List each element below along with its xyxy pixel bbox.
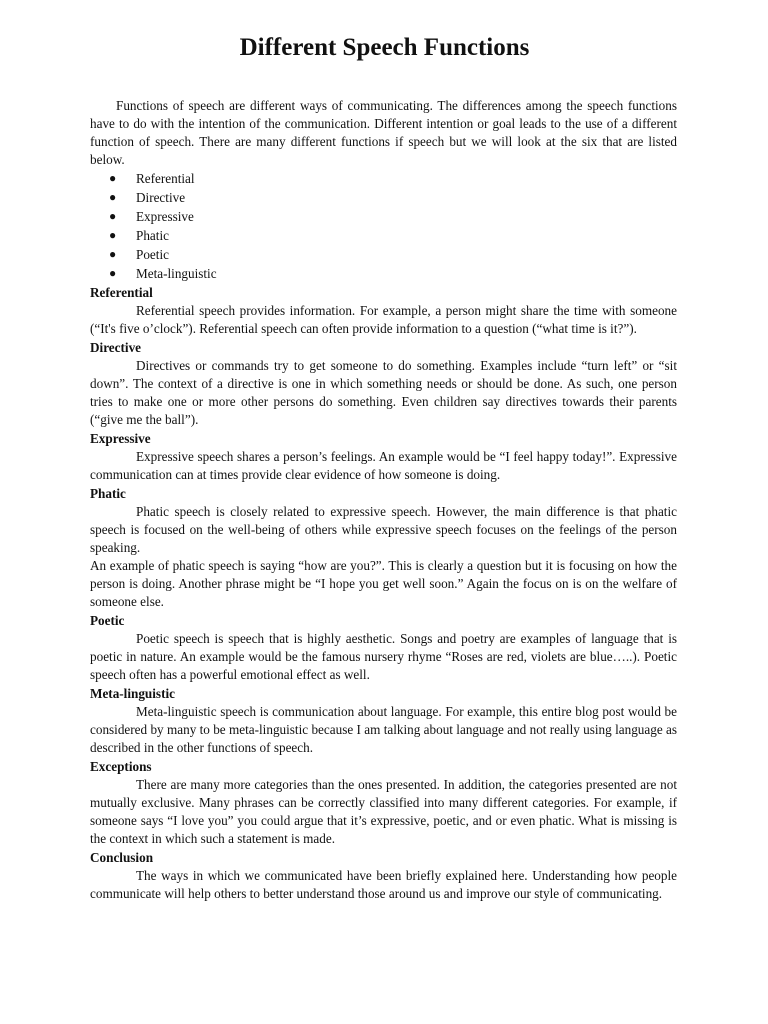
section-paragraph: Poetic speech is speech that is highly aesthetic. Songs and poetry are examples of language that is poetic in nature. An example would be the famous nursery rhyme “Roses are red, violets are blue…..). Poetic speech often has a powerful emotional effect as well. (90, 631, 677, 682)
section-paragraph: The ways in which we communicated have been briefly explained here. Understanding how people communicate will help others to better understand those around us and improve our style of communicating. (90, 868, 677, 901)
section-metalinguistic (90, 684, 677, 757)
bullet-icon: ● (109, 247, 117, 261)
section-heading: Expressive (90, 431, 151, 446)
list-item-label: Poetic (136, 247, 169, 262)
section-heading: Meta-linguistic (90, 686, 175, 701)
section-referential (90, 283, 677, 338)
list-item (109, 245, 677, 264)
section-paragraph: Phatic speech is closely related to expressive speech. However, the main difference is that phatic speech is focused on the well-being of others while expressive speech focuses on the feelings of the person speaking. (90, 504, 677, 555)
list-item (109, 226, 677, 245)
section-paragraph: Directives or commands try to get someone to do something. Examples include “turn left” or “sit down”. The context of a directive is one in which something needs or should be done. As such, one person tries to make one or more other persons do something. Even children say directives towards their parents (“give me the ball”). (90, 358, 677, 427)
section-heading: Poetic (90, 613, 125, 628)
list-item (109, 207, 677, 226)
section-expressive (90, 429, 677, 484)
section-conclusion (90, 848, 677, 903)
section-heading: Directive (90, 340, 142, 355)
list-item-label: Meta-linguistic (136, 266, 217, 281)
section-paragraph: An example of phatic speech is saying “how are you?”. This is clearly a question but it is focusing on how the person is doing. Another phrase might be “I hope you get well soon.” Again the focus on is on the welfare of someone else. (90, 558, 677, 609)
intro-paragraph: Functions of speech are different ways of communicating. The differences among the speech functions have to do with the intention of the communication. Different intention or goal leads to the use of a different function of speech. There are many different functions if speech but we will look at the six that are listed below. (90, 98, 677, 167)
section-paragraph: Referential speech provides information. For example, a person might share the time with someone (“It's five o’clock”). Referential speech can often provide information to a question (“what time is it?”). (90, 303, 677, 336)
document-page (90, 30, 677, 903)
document-title: Different Speech Functions (239, 34, 530, 61)
section-paragraph: Expressive speech shares a person’s feelings. An example would be “I feel happy today!”. Expressive communication can at times provide clear evidence of how someone is doing. (90, 449, 677, 482)
list-item (109, 264, 677, 283)
section-paragraph: Meta-linguistic speech is communication about language. For example, this entire blog post would be considered by many to be meta-linguistic because I am talking about language and not really using language as described in the other functions of speech. (90, 704, 677, 755)
list-item-label: Directive (136, 190, 186, 205)
bullet-icon: ● (109, 266, 117, 280)
list-item (109, 169, 677, 188)
bullet-icon: ● (109, 190, 117, 204)
list-item-label: Expressive (136, 209, 194, 224)
section-poetic (90, 611, 677, 684)
section-paragraph: There are many more categories than the ones presented. In addition, the categories presented are not mutually exclusive. Many phrases can be correctly classified into many different categories. For example, if someone says “I love you” you could argue that it’s expressive, poetic, and or even phatic. What is missing is the context in which such a statement is made. (90, 777, 677, 846)
section-directive (90, 338, 677, 429)
bullet-icon: ● (109, 171, 117, 185)
section-heading: Conclusion (90, 850, 154, 865)
bullet-icon: ● (109, 209, 117, 223)
section-heading: Exceptions (90, 759, 152, 774)
section-phatic (90, 484, 677, 611)
section-exceptions (90, 757, 677, 848)
section-heading: Phatic (90, 486, 126, 501)
bullet-icon: ● (109, 228, 117, 242)
list-item (109, 188, 677, 207)
list-item-label: Referential (136, 171, 195, 186)
functions-list (90, 169, 677, 283)
list-item-label: Phatic (136, 228, 169, 243)
section-heading: Referential (90, 285, 153, 300)
